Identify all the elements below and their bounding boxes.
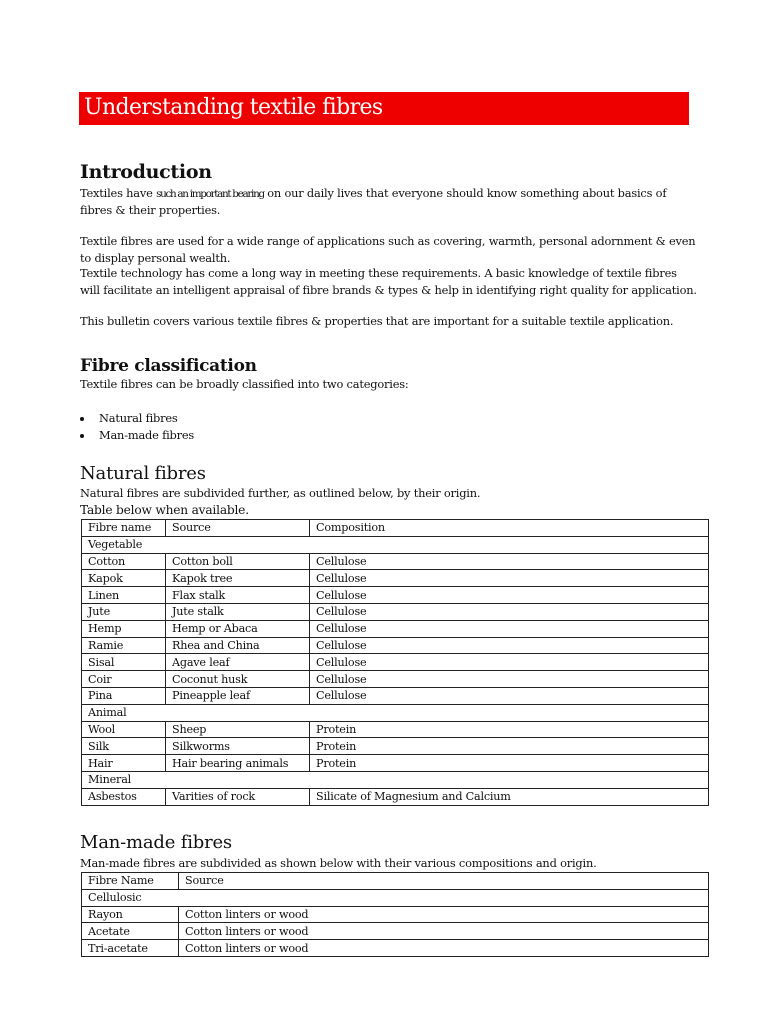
table-category-row xyxy=(82,536,709,553)
table-cell: Cellulose xyxy=(310,603,709,620)
table-cell: Hemp or Abaca xyxy=(166,620,310,637)
table-row xyxy=(82,671,709,688)
table-category-cell: Animal xyxy=(82,704,709,721)
table-cell: Coir xyxy=(82,671,166,688)
intro-text-c: on our daily lives that everyone should know something about basics of xyxy=(263,186,667,200)
table-row xyxy=(82,906,709,923)
table-cell: Pineapple leaf xyxy=(166,687,310,704)
table-cell: Cotton linters or wood xyxy=(179,906,709,923)
table-cell: Acetate xyxy=(82,923,179,940)
table-cell: Flax stalk xyxy=(166,587,310,604)
table-row xyxy=(82,654,709,671)
table-header-cell: Fibre Name xyxy=(82,873,179,890)
title-banner xyxy=(79,92,689,125)
table-header-cell: Composition xyxy=(310,520,709,537)
table-cell: Tri-acetate xyxy=(82,940,179,957)
table-row xyxy=(82,637,709,654)
table-header-cell: Fibre name xyxy=(82,520,166,537)
table-category-cell: Vegetable xyxy=(82,536,709,553)
table-row xyxy=(82,587,709,604)
table-cell: Protein xyxy=(310,721,709,738)
table-category-row xyxy=(82,889,709,906)
natural-fibres-heading: Natural fibres xyxy=(80,463,206,484)
intro-paragraph-1-line-1 xyxy=(80,185,666,203)
table-row xyxy=(82,788,709,805)
table-cell: Cotton xyxy=(82,553,166,570)
man-made-fibres-table xyxy=(81,872,709,957)
table-row xyxy=(82,923,709,940)
table-row xyxy=(82,620,709,637)
table-row xyxy=(82,603,709,620)
intro-paragraph-3-line-2: will facilitate an intelligent appraisal of fibre brands & types & help in identifying right quality for application. xyxy=(80,283,697,297)
table-cell: Varities of rock xyxy=(166,788,310,805)
natural-fibres-note: Table below when available. xyxy=(80,503,249,517)
man-made-fibres-heading: Man-made fibres xyxy=(80,832,232,853)
intro-text-b: such an important bearing xyxy=(156,188,264,200)
table-cell: Cotton linters or wood xyxy=(179,940,709,957)
table-row xyxy=(82,940,709,957)
table-row xyxy=(82,755,709,772)
introduction-heading: Introduction xyxy=(80,161,212,183)
intro-paragraph-2-line-1: Textile fibres are used for a wide range of applications such as covering, warmth, personal adornment & even xyxy=(80,234,696,248)
table-cell: Cellulose xyxy=(310,687,709,704)
table-header-row xyxy=(82,520,709,537)
classification-text: Textile fibres can be broadly classified into two categories: xyxy=(80,377,409,391)
table-row xyxy=(82,738,709,755)
table-row xyxy=(82,721,709,738)
natural-fibres-text: Natural fibres are subdivided further, as outlined below, by their origin. xyxy=(80,486,481,500)
table-cell: Pina xyxy=(82,687,166,704)
classification-list xyxy=(80,410,194,444)
intro-paragraph-2-line-2: to display personal wealth. xyxy=(80,251,231,265)
table-cell: Rayon xyxy=(82,906,179,923)
table-cell: Cotton boll xyxy=(166,553,310,570)
table-cell: Cellulose xyxy=(310,553,709,570)
table-cell: Cellulose xyxy=(310,637,709,654)
table-category-cell: Mineral xyxy=(82,771,709,788)
table-cell: Linen xyxy=(82,587,166,604)
table-category-cell: Cellulosic xyxy=(82,889,709,906)
table-cell: Cellulose xyxy=(310,570,709,587)
table-cell: Cellulose xyxy=(310,654,709,671)
list-item: Man-made fibres xyxy=(80,427,194,444)
table-cell: Protein xyxy=(310,738,709,755)
intro-paragraph-3-line-1: Textile technology has come a long way in meeting these requirements. A basic knowledge of textile fibres xyxy=(80,266,677,280)
table-cell: Wool xyxy=(82,721,166,738)
table-cell: Sheep xyxy=(166,721,310,738)
table-cell: Kapok tree xyxy=(166,570,310,587)
man-made-fibres-text: Man-made fibres are subdivided as shown below with their various compositions and origin. xyxy=(80,856,597,870)
table-cell: Silk xyxy=(82,738,166,755)
table-cell: Hair xyxy=(82,755,166,772)
table-cell: Silicate of Magnesium and Calcium xyxy=(310,788,709,805)
table-header-cell: Source xyxy=(179,873,709,890)
table-category-row xyxy=(82,771,709,788)
table-cell: Agave leaf xyxy=(166,654,310,671)
table-row xyxy=(82,553,709,570)
table-cell: Cellulose xyxy=(310,587,709,604)
table-cell: Cellulose xyxy=(310,620,709,637)
intro-text-a: Textiles have xyxy=(80,186,157,200)
table-cell: Hair bearing animals xyxy=(166,755,310,772)
table-header-row xyxy=(82,873,709,890)
table-cell: Rhea and China xyxy=(166,637,310,654)
intro-paragraph-4: This bulletin covers various textile fibres & properties that are important for a suitable textile application. xyxy=(80,314,674,328)
table-cell: Kapok xyxy=(82,570,166,587)
table-cell: Protein xyxy=(310,755,709,772)
table-cell: Sisal xyxy=(82,654,166,671)
table-cell: Silkworms xyxy=(166,738,310,755)
intro-paragraph-1-line-2: fibres & their properties. xyxy=(80,203,221,217)
table-cell: Jute stalk xyxy=(166,603,310,620)
table-row xyxy=(82,570,709,587)
table-cell: Asbestos xyxy=(82,788,166,805)
page-title: Understanding textile fibres xyxy=(84,95,383,120)
table-cell: Ramie xyxy=(82,637,166,654)
table-cell: Cellulose xyxy=(310,671,709,688)
table-category-row xyxy=(82,704,709,721)
table-cell: Hemp xyxy=(82,620,166,637)
list-item: Natural fibres xyxy=(80,410,194,427)
table-cell: Cotton linters or wood xyxy=(179,923,709,940)
table-header-cell: Source xyxy=(166,520,310,537)
natural-fibres-table xyxy=(81,519,709,806)
table-cell: Jute xyxy=(82,603,166,620)
table-row xyxy=(82,687,709,704)
table-cell: Coconut husk xyxy=(166,671,310,688)
fibre-classification-heading: Fibre classification xyxy=(80,356,257,376)
